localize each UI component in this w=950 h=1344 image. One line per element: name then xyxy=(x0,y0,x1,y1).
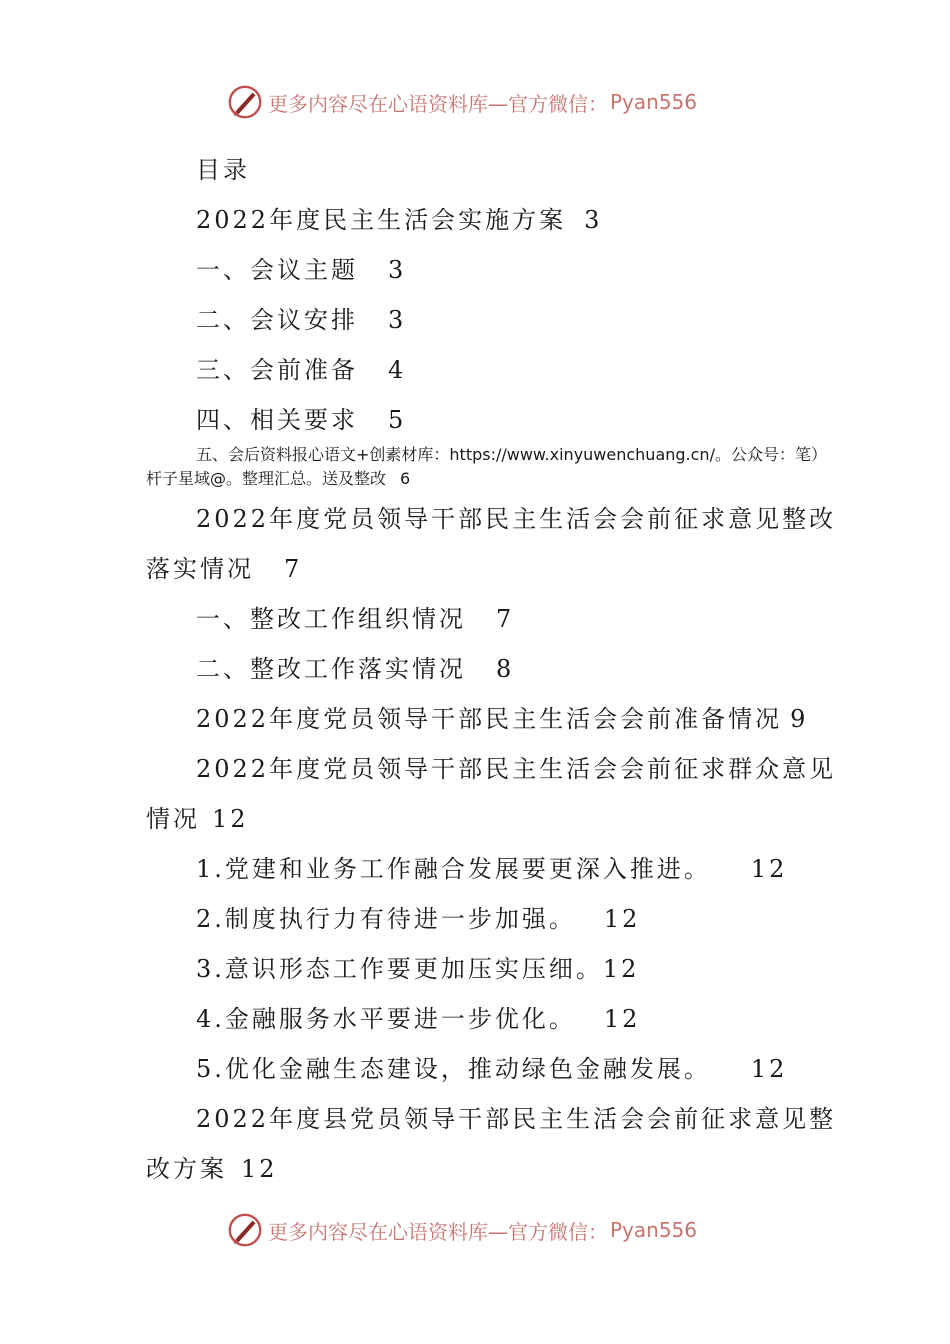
toc-heading: 目录 xyxy=(196,156,250,184)
toc-entry-line1[interactable]: 2022年度党员领导干部民主生活会会前征求群众意见 xyxy=(196,755,837,783)
toc-entry[interactable]: 3.意识形态工作要更加压实压细。12 xyxy=(196,955,640,983)
toc-entry[interactable]: 5.优化金融生态建设，推动绿色金融发展。 12 xyxy=(196,1055,788,1083)
toc-entry-line2[interactable]: 落实情况 7 xyxy=(146,555,303,583)
toc-entry[interactable]: 二、会议安排 3 xyxy=(196,306,407,334)
toc-entry-line2[interactable]: 杆子星域@。整理汇总。送及整改 6 xyxy=(146,469,411,488)
banner-wechat-id: Pyan556 xyxy=(610,90,698,114)
banner-wechat-id: Pyan556 xyxy=(610,1218,698,1242)
toc-entry[interactable]: 一、整改工作组织情况 7 xyxy=(196,605,515,633)
banner-text: 更多内容尽在心语资料库—官方微信： xyxy=(268,91,608,116)
toc-entry-line2[interactable]: 改方案 12 xyxy=(146,1155,278,1183)
pen-logo-icon xyxy=(226,1211,264,1249)
toc-entry-line2[interactable]: 情况 12 xyxy=(146,805,249,833)
toc-entry[interactable]: 1.党建和业务工作融合发展要更深入推进。 12 xyxy=(196,855,788,883)
toc-entry[interactable]: 2.制度执行力有待进一步加强。 12 xyxy=(196,905,641,933)
toc-entry[interactable]: 四、相关要求 5 xyxy=(196,406,407,434)
toc-entry[interactable]: 2022年度党员领导干部民主生活会会前准备情况 9 xyxy=(196,705,809,733)
header-banner xyxy=(226,82,697,122)
banner-text: 更多内容尽在心语资料库—官方微信： xyxy=(268,1219,608,1244)
toc-entry[interactable]: 2022年度民主生活会实施方案 3 xyxy=(196,206,603,234)
pen-logo-icon xyxy=(226,83,264,121)
toc-entry-line1[interactable]: 2022年度党员领导干部民主生活会会前征求意见整改 xyxy=(196,505,837,533)
toc-entry[interactable]: 一、会议主题 3 xyxy=(196,256,407,284)
toc-entry-line1[interactable]: 五、会后资料报心语文+创素材库：https://www.xinyuwenchuang.cn/。公众号：笔） xyxy=(196,445,827,464)
toc-entry[interactable]: 4.金融服务水平要进一步优化。 12 xyxy=(196,1005,641,1033)
toc-entry[interactable]: 二、整改工作落实情况 8 xyxy=(196,655,515,683)
footer-banner xyxy=(226,1210,697,1250)
toc-entry[interactable]: 三、会前准备 4 xyxy=(196,356,407,384)
toc-entry-line1[interactable]: 2022年度县党员领导干部民主生活会会前征求意见整 xyxy=(196,1105,837,1133)
